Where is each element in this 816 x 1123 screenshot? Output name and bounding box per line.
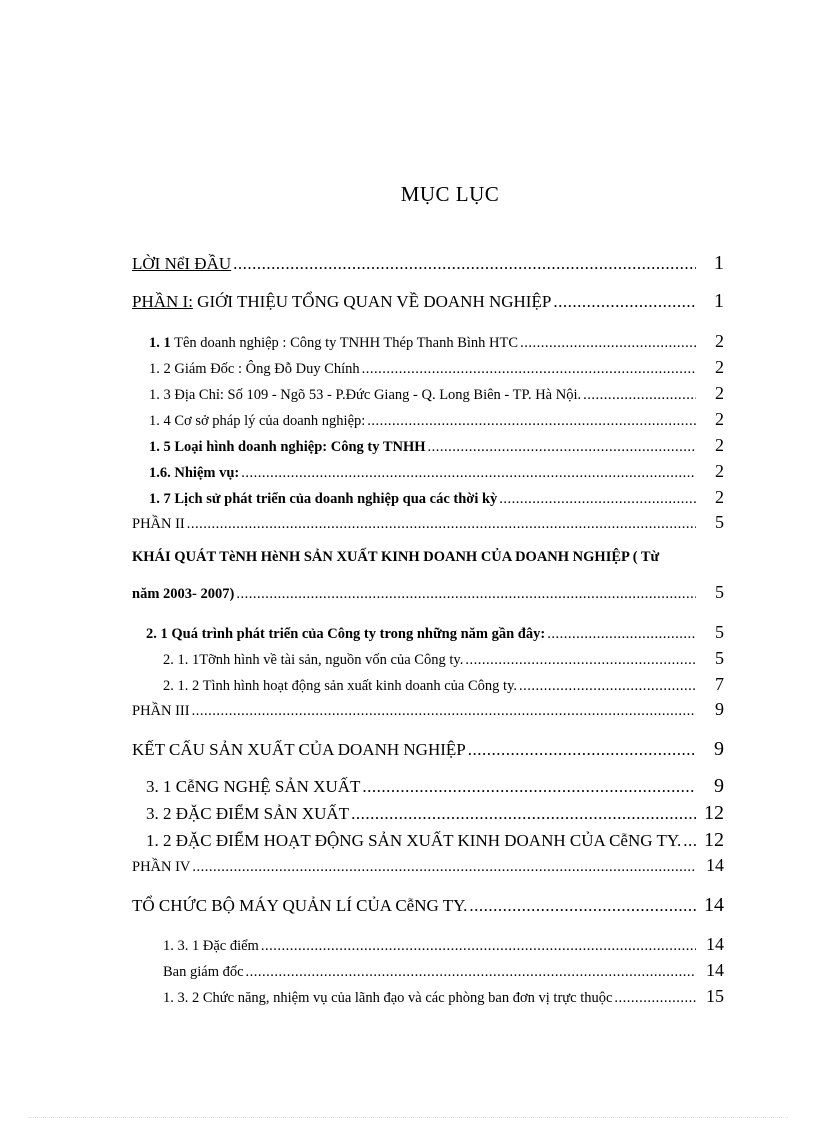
dot-leader (367, 413, 696, 430)
toc-entry-label: PHẦN II (132, 516, 185, 532)
toc-entry-page: 1 (714, 290, 724, 312)
toc-entry-label: 1.6. Nhiệm vụ: (149, 465, 240, 481)
toc-entry-label: KHÁI QUÁT TèNH HèNH SẢN XUẤT KINH DOANH CỦA DOANH NGHIỆP ( Từ (132, 549, 660, 565)
dot-leader (547, 626, 696, 643)
dot-leader (683, 831, 696, 851)
toc-entry[interactable] (163, 986, 724, 1007)
toc-entry-page: 9 (715, 699, 724, 719)
toc-entry-label: 2. 1. 1Tỡnh hình về tài sản, nguồn vốn của Công ty. (163, 652, 464, 668)
toc-entry-page: 5 (715, 622, 724, 642)
toc-entry-label: PHẦN III (132, 703, 190, 719)
toc-entry-page: 2 (715, 331, 724, 351)
toc-entry[interactable] (149, 487, 724, 508)
dot-leader (465, 652, 696, 669)
toc-entry-label: KẾT CẤU SẢN XUẤT CỦA DOANH NGHIỆP (132, 740, 466, 759)
toc-entry[interactable] (132, 512, 724, 533)
toc-entry[interactable] (149, 461, 724, 482)
toc-entry[interactable] (163, 960, 724, 981)
toc-entry-page: 5 (715, 582, 724, 602)
toc-entry-label: PHẦN IV (132, 859, 191, 875)
dot-leader (246, 964, 696, 981)
toc-entry[interactable] (149, 383, 724, 404)
dot-leader (192, 859, 696, 876)
dot-leader (261, 938, 696, 955)
toc-entry-label: 1. 2 ĐẶC ĐIỂM HOẠT ĐỘNG SẢN XUẤT KINH DOANH CỦA CễNG TY. (146, 831, 682, 850)
toc-entry-page: 2 (715, 357, 724, 377)
dot-leader (468, 740, 696, 760)
toc-entry-label: 2. 1 Quá trình phát triển của Công ty trong những năm gần đây: (146, 626, 546, 642)
dot-leader (236, 586, 696, 603)
toc-entry-page: 2 (715, 487, 724, 507)
toc-entry-label: 1. 3. 2 Chức năng, nhiệm vụ của lãnh đạo và các phòng ban đơn vị trực thuộc (163, 990, 613, 1006)
toc-entry[interactable] (132, 738, 724, 761)
toc-entry-label: 1. 1 (149, 335, 171, 351)
toc-entry[interactable] (132, 582, 724, 603)
toc-entry-page: 2 (715, 383, 724, 403)
dot-leader (428, 439, 696, 456)
dot-leader (469, 896, 696, 916)
toc-entry-page: 14 (706, 855, 724, 875)
toc-entry[interactable] (132, 549, 724, 566)
toc-entry-label: Ban giám đốc (163, 964, 244, 980)
toc-entry[interactable] (132, 252, 724, 275)
dot-leader (520, 335, 696, 352)
dot-leader (192, 703, 696, 720)
toc-entry-page: 15 (706, 986, 724, 1006)
toc-entry-label: LỜI NểI ĐẦU (132, 254, 232, 273)
toc-entry[interactable] (149, 435, 724, 456)
toc-entry-label: TỔ CHỨC BỘ MÁY QUẢN LÍ CỦA CễNG TY. (132, 896, 468, 915)
dot-leader (553, 292, 696, 312)
toc-entry-label: PHẦN I: (132, 292, 193, 311)
dot-leader (362, 777, 696, 797)
toc-entry[interactable] (146, 775, 724, 798)
dot-leader (187, 516, 696, 533)
toc-entry[interactable] (132, 855, 724, 876)
toc-entry[interactable] (163, 934, 724, 955)
toc-entry-page: 2 (715, 409, 724, 429)
toc-entry[interactable] (132, 699, 724, 720)
dot-leader (519, 678, 696, 695)
toc-entry-label-rest: GIỚI THIỆU TỔNG QUAN VỀ DOANH NGHIỆP (192, 292, 552, 311)
toc-entry-label: năm 2003- 2007) (132, 586, 235, 602)
toc-entry[interactable] (149, 331, 724, 352)
toc-entry[interactable] (163, 648, 724, 669)
toc-entry[interactable] (146, 802, 724, 825)
toc-entry-page: 12 (704, 802, 724, 824)
toc-entry-page: 2 (715, 435, 724, 455)
dot-leader (583, 387, 696, 404)
toc-entry-label: 1. 7 Lịch sử phát triển của doanh nghiệp qua các thời kỳ (149, 491, 498, 507)
page-title: MỤC LỤC (400, 182, 500, 206)
dot-leader (499, 491, 696, 508)
toc-entry-page: 1 (714, 252, 724, 274)
toc-entry-label-rest: Tên doanh nghiệp : Công ty TNHH Thép Thanh Bình HTC (170, 335, 519, 351)
toc-entry-page: 14 (706, 934, 724, 954)
page-bottom-divider (28, 1117, 788, 1118)
toc-entry-page: 9 (714, 775, 724, 797)
toc-entry[interactable] (149, 409, 724, 430)
toc-entry-label: 1. 3 Địa Chỉ: Số 109 - Ngõ 53 - P.Đức Giang - Q. Long Biên - TP. Hà Nội. (149, 387, 582, 403)
toc-entry-label: 1. 5 Loại hình doanh nghiệp: Công ty TNHH (149, 439, 426, 455)
toc-entry[interactable] (149, 357, 724, 378)
toc-entry-page: 14 (704, 894, 724, 916)
dot-leader (233, 254, 696, 274)
toc-entry[interactable] (132, 894, 724, 917)
toc-entry[interactable] (132, 290, 724, 313)
dot-leader (614, 990, 696, 1007)
toc-entry[interactable] (146, 829, 724, 852)
toc-entry-label: 2. 1. 2 Tình hình hoạt động sản xuất kinh doanh của Công ty. (163, 678, 518, 694)
dot-leader (362, 361, 696, 378)
toc-entry[interactable] (146, 622, 724, 643)
toc-entry-page: 5 (715, 648, 724, 668)
toc-entry[interactable] (163, 674, 724, 695)
toc-entry-page: 7 (715, 674, 724, 694)
toc-entry-label: 1. 4 Cơ sở pháp lý của doanh nghiệp: (149, 413, 366, 429)
toc-entry-page: 12 (704, 829, 724, 851)
dot-leader (241, 465, 696, 482)
toc-entry-label: 3. 1 CễNG NGHỆ SẢN XUẤT (146, 777, 361, 796)
toc-entry-label: 1. 2 Giám Đốc : Ông Đỗ Duy Chính (149, 361, 360, 377)
dot-leader (351, 804, 696, 824)
toc-entry-page: 2 (715, 461, 724, 481)
toc-entry-page: 14 (706, 960, 724, 980)
toc-entry-label: 1. 3. 1 Đặc điểm (163, 938, 259, 954)
toc-entry-label: 3. 2 ĐẶC ĐIỂM SẢN XUẤT (146, 804, 350, 823)
toc-entry-page: 9 (714, 738, 724, 760)
toc-entry-page: 5 (715, 512, 724, 532)
